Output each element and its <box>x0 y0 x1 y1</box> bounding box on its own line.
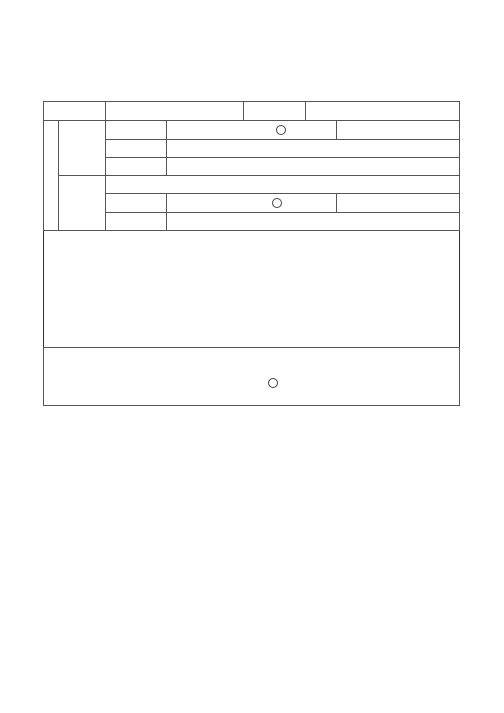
principal-phone-field[interactable] <box>336 121 459 139</box>
digits-bottom-row <box>44 286 460 329</box>
submitter-line[interactable] <box>189 378 278 388</box>
refund-section <box>44 347 460 405</box>
principal-name-field[interactable] <box>167 121 290 139</box>
bid-form-table <box>43 101 460 406</box>
agent-name-label <box>105 194 167 212</box>
item-number-field[interactable] <box>305 102 459 121</box>
seal-icon <box>268 378 278 388</box>
agent-name-field[interactable] <box>167 194 290 212</box>
bidder-label <box>44 121 59 231</box>
principal-address-field[interactable] <box>167 157 460 175</box>
seal-icon <box>276 125 286 135</box>
agent-phone-field[interactable] <box>336 194 459 212</box>
agent-spacer-row <box>105 176 459 194</box>
case-number-field[interactable] <box>105 102 244 121</box>
principal-resident-number-field[interactable] <box>167 139 460 157</box>
agent-address-field[interactable] <box>167 212 460 230</box>
principal-name-label <box>105 121 167 139</box>
won-row <box>44 329 460 347</box>
seal-icon <box>272 198 282 208</box>
agent-phone-label <box>290 194 336 212</box>
principal-phone-label <box>290 121 336 139</box>
principal-label <box>59 121 105 176</box>
digits-top-row <box>44 230 460 286</box>
principal-resident-number-label <box>105 139 167 157</box>
principal-address-label <box>105 157 167 175</box>
agent-address-label <box>105 212 167 230</box>
agent-label <box>59 176 105 231</box>
item-number-label <box>244 102 306 121</box>
case-number-label <box>44 102 106 121</box>
